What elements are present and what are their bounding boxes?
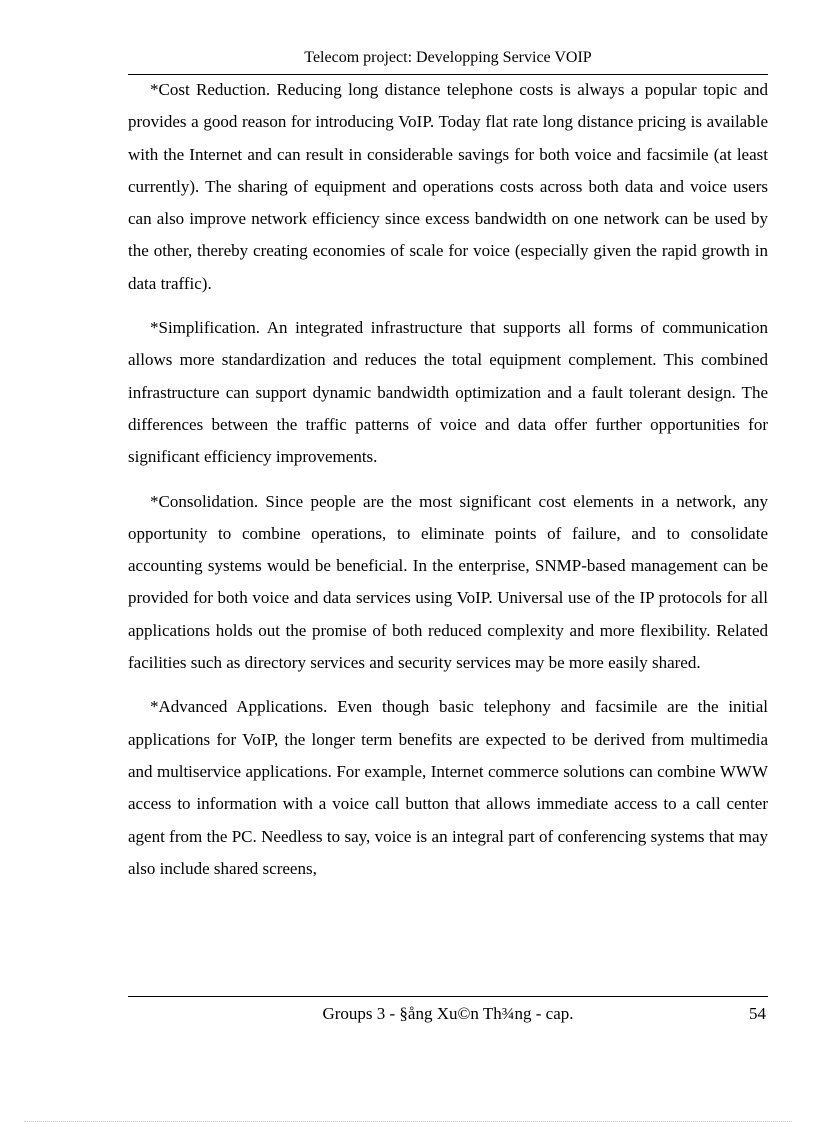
page-header-title: Telecom project: Developping Service VOIP xyxy=(304,49,592,66)
page-number: 54 xyxy=(749,1004,766,1023)
paragraph-cost-reduction: *Cost Reduction. Reducing long distance telephone costs is always a popular topic and provides a good reason for introducing VoIP. Today flat rate long distance pricing is available with the Internet and can result in considerable savings for both voice and facsimile (at least currently). The sharing of equipment and operations costs across both data and voice users can also improve network efficiency since excess bandwidth on one network can be used by the other, thereby creating economies of scale for voice (especially given the rapid growth in data traffic). xyxy=(128,80,768,293)
body-text xyxy=(128,74,768,885)
paragraph-consolidation: *Consolidation. Since people are the most significant cost elements in a network, any opportunity to combine operations, to eliminate points of failure, and to consolidate accounting systems would be beneficial. In the enterprise, SNMP-based management can be provided for both voice and data services using VoIP. Universal use of the IP protocols for all applications holds out the promise of both reduced complexity and more flexibility. Related facilities such as directory services and security services may be more easily shared. xyxy=(128,491,768,673)
footer-rule xyxy=(128,996,768,997)
page-footer-text: Groups 3 - §ång Xu©n Th¾ng - cap. xyxy=(322,1004,574,1023)
paragraph-advanced-applications: *Advanced Applications. Even though basic telephony and facsimile are the initial applications for VoIP, the longer term benefits are expected to be derived from multimedia and multiservice applications. For example, Internet commerce solutions can combine WWW access to information with a voice call button that allows immediate access to a call center agent from the PC. Needless to say, voice is an integral part of conferencing systems that may also include shared screens, xyxy=(128,697,768,878)
page-bottom-edge xyxy=(24,1121,792,1122)
paragraph-simplification: *Simplification. An integrated infrastructure that supports all forms of communication allows more standardization and reduces the total equipment complement. This combined infrastructure can support dynamic bandwidth optimization and a fault tolerant design. The differences between the traffic patterns of voice and data offer further opportunities for significant efficiency improvements. xyxy=(128,318,768,467)
